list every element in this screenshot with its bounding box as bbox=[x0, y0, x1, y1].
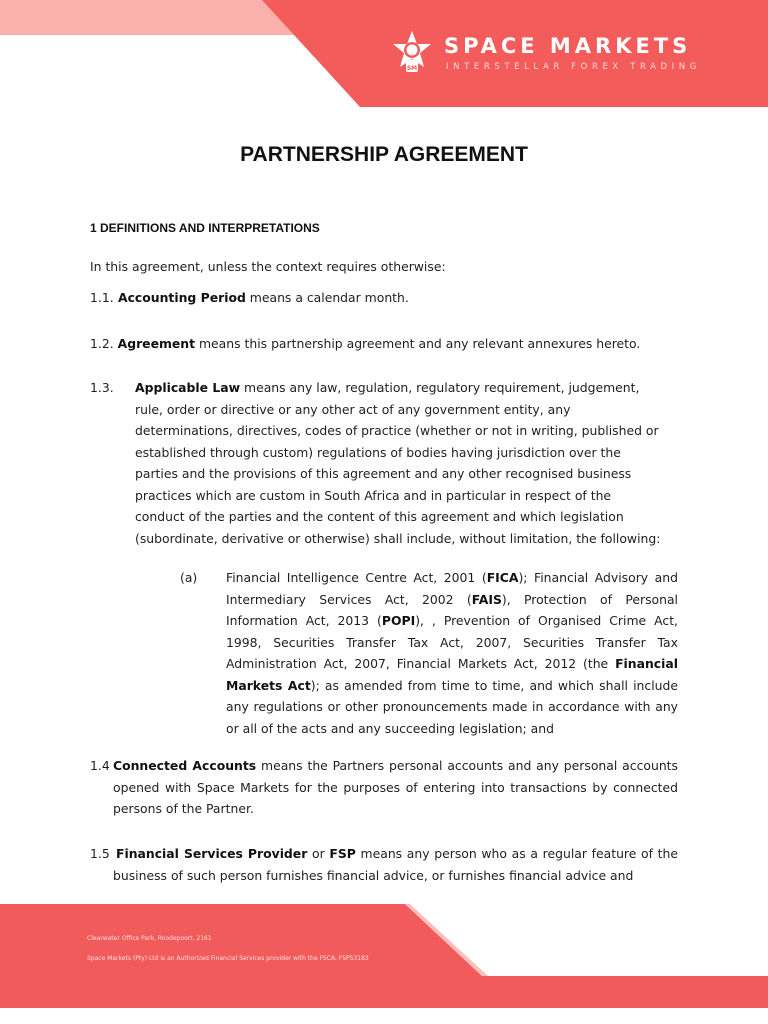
brand-tagline: INTERSTELLAR FOREX TRADING bbox=[446, 62, 701, 72]
clause-1-1 bbox=[118, 287, 678, 309]
clause-1-2-term: Agreement bbox=[117, 336, 196, 351]
clause-1-5-text: means any person who as a regular feature of the business of such person furnishes financial advice, or furnishes financial advice and bbox=[113, 846, 679, 883]
clause-1-3-term: Applicable Law bbox=[135, 380, 241, 395]
astronaut-star-icon bbox=[392, 30, 432, 76]
clause-1-5-term2: FSP bbox=[329, 846, 356, 861]
clause-1-5-term: Financial Services Provider bbox=[116, 846, 308, 861]
clause-1-3-a bbox=[226, 567, 678, 739]
clause-1-4-term: Connected Accounts bbox=[113, 758, 257, 773]
footer-address: Clearwater Office Park, Roodepoort, 2161 bbox=[87, 935, 212, 942]
clause-1-3-a-bold-fma: Financial Markets Act bbox=[226, 656, 678, 693]
footer-bottom-margin bbox=[0, 1008, 768, 1024]
footer-license: Space Markets (Pty) Ltd is an Authorized Financial Services provider with the FSCA: FSP53183 bbox=[87, 955, 369, 962]
clause-1-5 bbox=[113, 843, 678, 886]
clause-1-1-number: 1.1. bbox=[90, 290, 114, 305]
clause-1-3-a-text-5: ); as amended from time to time, and which shall include any regulations or other pronouncements made in accordance with any or all of the acts and any succeeding legislation; and bbox=[226, 677, 678, 736]
footer-accent-shape bbox=[0, 904, 482, 976]
clause-1-2-number: 1.2. bbox=[90, 336, 114, 351]
clause-1-2 bbox=[90, 333, 690, 355]
clause-1-3 bbox=[135, 377, 663, 549]
logo-initials: SM bbox=[406, 65, 418, 72]
clause-1-3-a-text-1: Financial Intelligence Centre Act, 2001 ( bbox=[226, 570, 487, 585]
clause-1-3-number: 1.3. bbox=[90, 380, 114, 395]
clause-1-3-a-bold-popi: POPI bbox=[381, 613, 416, 628]
section-heading: 1 DEFINITIONS AND INTERPRETATIONS bbox=[90, 221, 320, 235]
clause-1-4-number: 1.4 bbox=[90, 758, 110, 773]
clause-1-3-a-text-2: ); Financial Advisory and Intermediary Services Act, 2002 ( bbox=[226, 570, 678, 607]
clause-1-3-text: means any law, regulation, regulatory requirement, judgement, rule, order or directive or any other act of any government entity, any determinations, directives, codes of practice (whether or not in writing, published or established through custom) regulations of bodies having jurisdiction over the parties and the provisions of this agreement and any other recognised business practices which are custom in South Africa and in particular in respect of the conduct of the parties and the content of this agreement and which legislation (subordinate, derivative or otherwise) shall include, without limitation, the following: bbox=[135, 380, 661, 546]
clause-1-3-a-bold-fica: FICA bbox=[486, 570, 519, 585]
clause-1-5-number: 1.5 bbox=[90, 846, 110, 861]
clause-1-4 bbox=[113, 755, 678, 820]
clause-1-1-term: Accounting Period bbox=[118, 290, 246, 305]
clause-1-2-text: means this partnership agreement and any relevant annexures hereto. bbox=[195, 336, 641, 351]
brand-name: SPACE MARKETS bbox=[444, 34, 692, 58]
clause-1-3-a-text-3: ), Protection of Personal Information Act, 2013 ( bbox=[226, 591, 678, 628]
clause-1-3-a-text-4: ), , Prevention of Organised Crime Act, 1998, Securities Transfer Tax Act, 2007, Securities Transfer Tax Administration Act, 2007, Financial Markets Act, 2012 (the bbox=[226, 613, 678, 671]
clause-1-5-mid: or bbox=[307, 846, 330, 861]
clause-1-3-a-bold-fais: FAIS bbox=[471, 591, 502, 607]
clause-1-3-a-label: (a) bbox=[180, 570, 198, 585]
clause-1-1-text: means a calendar month. bbox=[245, 290, 409, 305]
clause-1-4-text: means the Partners personal accounts and any personal accounts opened with Space Markets for the purposes of entering into transactions by connected persons of the Partner. bbox=[113, 758, 678, 816]
footer-bottom-band bbox=[0, 976, 768, 1008]
page-title: PARTNERSHIP AGREEMENT bbox=[240, 143, 528, 166]
header-light-stripe bbox=[0, 0, 295, 35]
brand-logo bbox=[392, 30, 722, 80]
intro-text: In this agreement, unless the context requires otherwise: bbox=[90, 259, 446, 274]
